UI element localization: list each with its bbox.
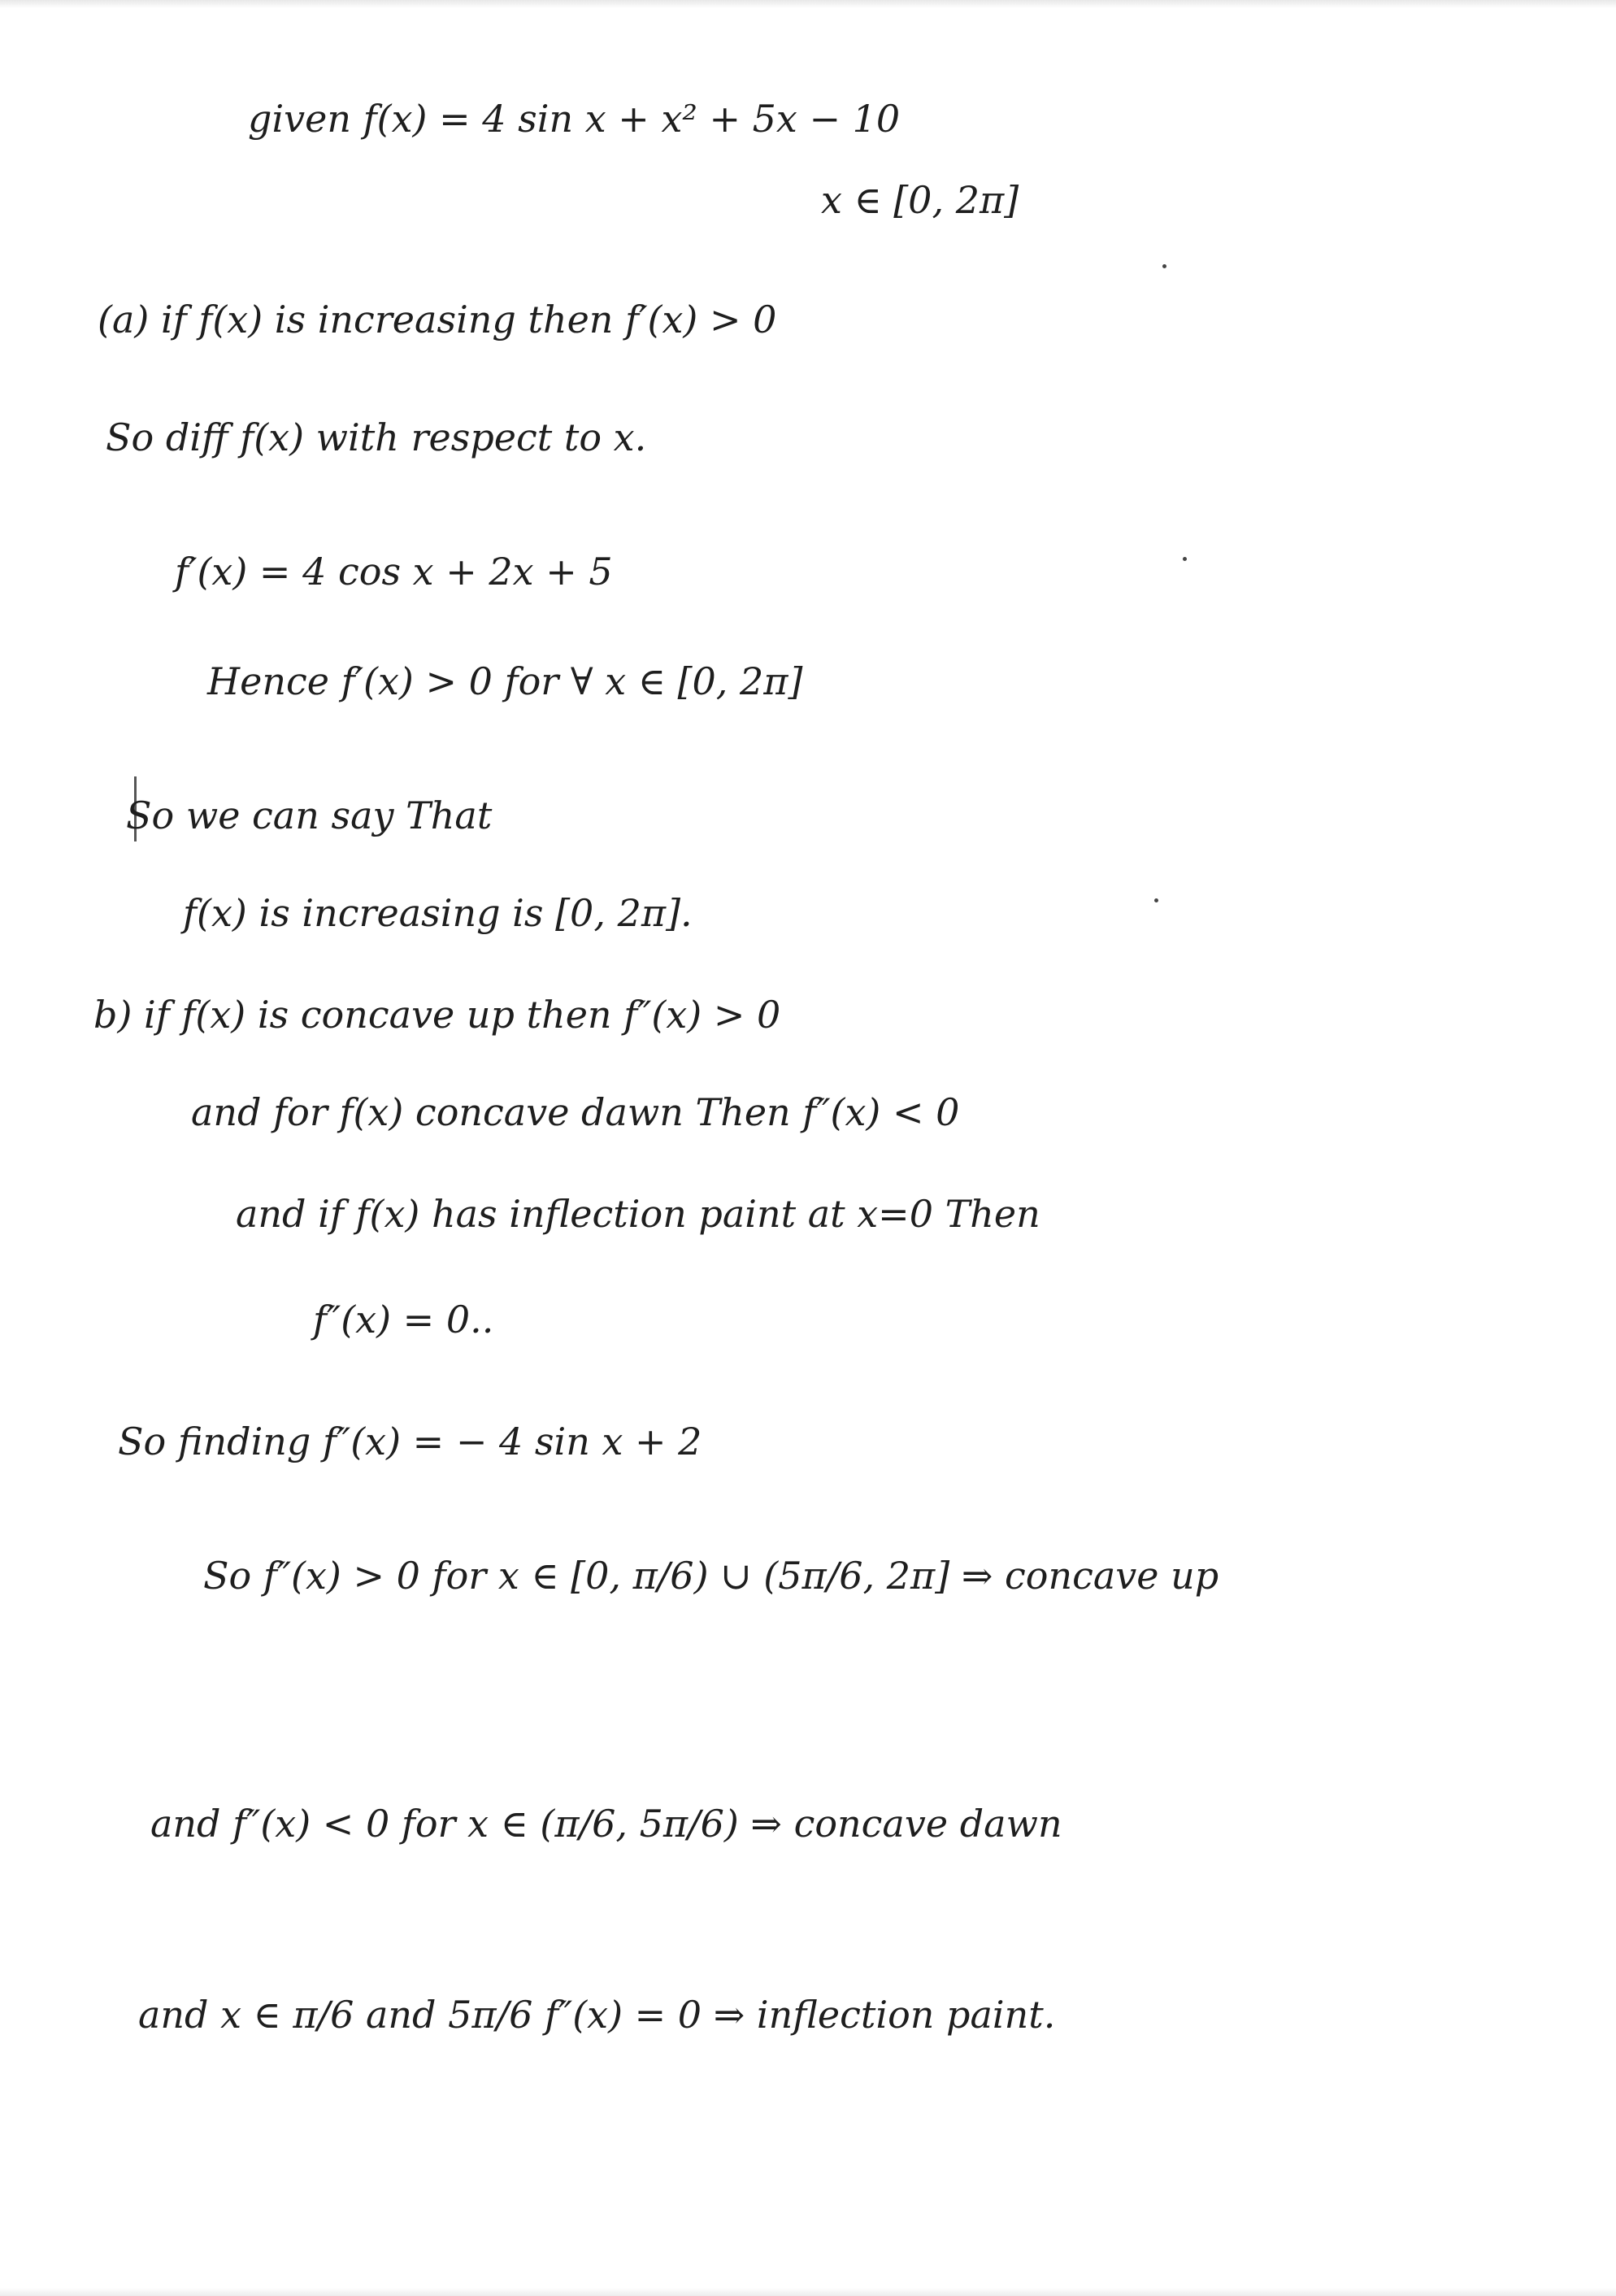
part-a-heading-line: (a) if f(x) is increasing then f′(x) > 0 <box>98 298 777 341</box>
first-derivative-line: f′(x) = 4 cos x + 2x + 5 <box>175 550 613 594</box>
stray-dot <box>1154 898 1158 902</box>
function-definition-line: given f(x) = 4 sin x + x² + 5x − 10 <box>248 97 901 141</box>
differentiate-line: So diff f(x) with respect to x. <box>106 415 647 459</box>
conclusion-intro-line: So we can say That <box>126 794 493 837</box>
domain-line: x ∈ [0, 2π] <box>821 178 1019 222</box>
concave-up-interval-line: So f″(x) > 0 for x ∈ [0, π/6) ∪ (5π/6, 2π] ⇒ concave up <box>203 1554 1219 1598</box>
scan-edge-top <box>0 0 1616 8</box>
concave-down-interval-line: and f″(x) < 0 for x ∈ (π/6, 5π/6) ⇒ concave dawn <box>150 1802 1062 1846</box>
second-derivative-line: So finding f″(x) = − 4 sin x + 2 <box>118 1420 702 1463</box>
increasing-conclusion-line: f(x) is increasing is [0, 2π]. <box>183 891 693 935</box>
stray-dot <box>1183 557 1187 561</box>
stray-dot <box>1162 264 1166 268</box>
scan-edge-bottom <box>0 2288 1616 2296</box>
inflection-condition-line: and if f(x) has inflection paint at x=0 Then <box>236 1192 1040 1236</box>
second-derivative-zero-line: f″(x) = 0.. <box>313 1298 494 1342</box>
concave-down-condition-line: and for f(x) concave dawn Then f″(x) < 0 <box>191 1090 960 1134</box>
part-b-heading-line: b) if f(x) is concave up then f″(x) > 0 <box>93 993 781 1037</box>
inflection-points-line: and x ∈ π/6 and 5π/6 f″(x) = 0 ⇒ inflection paint. <box>138 1993 1056 2037</box>
hence-positive-line: Hence f′(x) > 0 for ∀ x ∈ [0, 2π] <box>207 659 803 703</box>
